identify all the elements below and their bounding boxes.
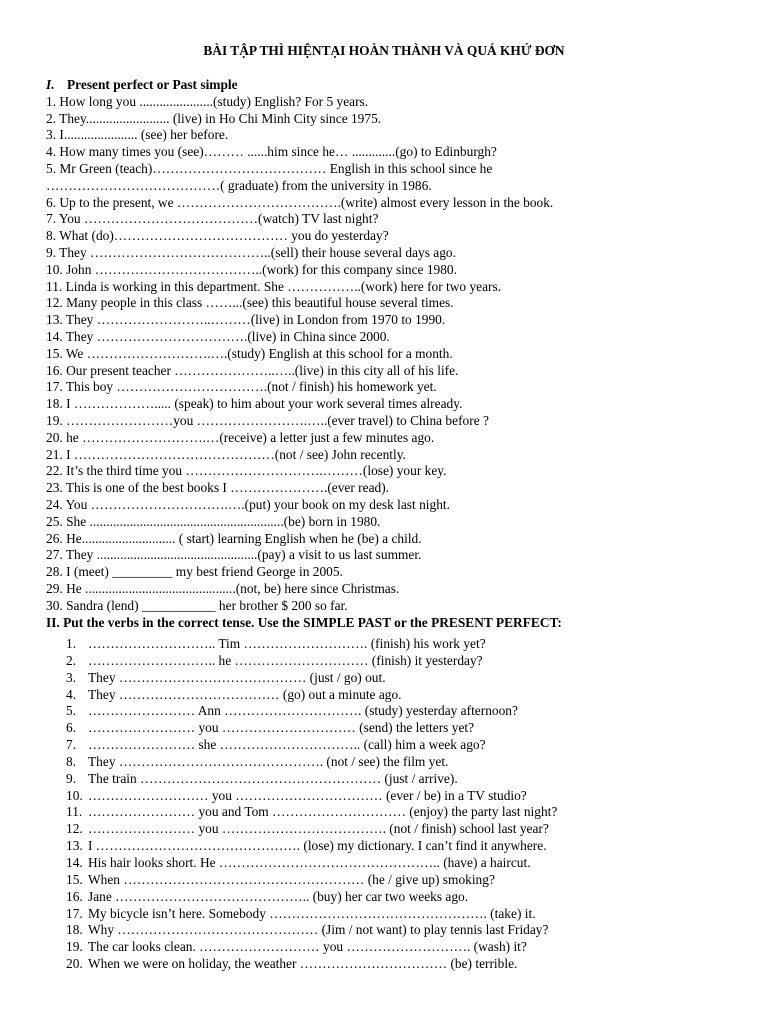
section-1-heading (46, 77, 756, 94)
exercise-row (46, 653, 756, 670)
exercise-text: When ……………………………………………… (he / give up) smoking? (88, 871, 495, 887)
exercise-row (46, 636, 756, 653)
exercise-line: 26. He............................ ( start) learning English when he (be) a child. (46, 530, 422, 546)
exercise-text: They ………………………………………. (not / see) the film yet. (88, 753, 449, 769)
section-2 (46, 614, 756, 973)
exercise-row (46, 788, 756, 805)
exercise-number: 7. (66, 737, 77, 753)
exercise-number: 3. (66, 669, 77, 685)
exercise-row (46, 737, 756, 754)
exercise-number: 10. (66, 787, 83, 803)
exercise-row (46, 687, 756, 704)
exercise-row (46, 838, 756, 855)
exercise-line: 29. He .............................................(not, be) here since Christmas. (46, 580, 400, 596)
exercise-row (46, 754, 756, 771)
exercise-row (46, 804, 756, 821)
exercise-text: …………………… you ………………………………. (not / finish) school last year? (88, 821, 549, 837)
exercise-line: 10. John ………………………………..(work) for this company since 1980. (46, 261, 457, 277)
exercise-number: 14. (66, 854, 83, 870)
exercise-text: My bicycle isn’t here. Somebody …………………………………………. (take) it. (88, 905, 536, 921)
exercise-line: 17. This boy …………………………….(not / finish) his homework yet. (46, 379, 437, 395)
exercise-text: ……………………… you …………………………… (ever / be) in a TV studio? (88, 787, 527, 803)
exercise-line: 23. This is one of the best books I ………………….(ever read). (46, 480, 390, 496)
exercise-text: The car looks clean. ……………………… you ………………………. (wash) it? (88, 939, 527, 955)
exercise-row (46, 771, 756, 788)
exercise-line: 18. I ………………..... (speak) to him about your work several times already. (46, 396, 463, 412)
exercise-text: They ……………………………… (go) out a minute ago. (88, 686, 402, 702)
exercise-line: 14. They …………………………….(live) in China since 2000. (46, 328, 390, 344)
exercise-number: 4. (66, 686, 77, 702)
exercise-line: 16. Our present teacher …………………..…..(live) in this city all of his life. (46, 362, 459, 378)
exercise-number: 2. (66, 652, 77, 668)
exercise-text: Jane …………………………………….. (buy) her car two weeks ago. (88, 888, 469, 904)
exercise-text: …………………… Ann …………………………. (study) yesterday afternoon? (88, 703, 518, 719)
exercise-line: 3. I...................... (see) her before. (46, 127, 229, 143)
exercise-line: 25. She ..........................................................(be) born in 1980. (46, 513, 381, 529)
exercise-row (46, 872, 756, 889)
exercise-number: 15. (66, 871, 83, 887)
section-1 (46, 77, 756, 615)
exercise-line: 7. You …………………………………(watch) TV last night? (46, 211, 379, 227)
section-1-heading-text: Present perfect or Past simple (67, 77, 238, 92)
exercise-line: 4. How many times you (see)……… ......him since he… .............(go) to Edinburgh? (46, 144, 497, 160)
exercise-text: ……………………….. Tim ………………………. (finish) his work yet? (88, 636, 486, 651)
exercise-number: 17. (66, 905, 83, 921)
exercise-text: The train ……………………………………………… (just / arrive). (88, 770, 458, 786)
exercise-row (46, 855, 756, 872)
exercise-line: 24. You ………………………….….(put) your book on my desk last night. (46, 496, 450, 512)
exercise-line: 2. They......................... (live) in Ho Chi Minh City since 1975. (46, 110, 382, 126)
exercise-line: 21. I ………………………………………(not / see) John recently. (46, 446, 406, 462)
exercise-text: …………………… you and Tom ………………………… (enjoy) the party last night? (88, 804, 558, 820)
exercise-number: 9. (66, 770, 77, 786)
exercise-row (46, 956, 756, 973)
exercise-number: 5. (66, 703, 77, 719)
exercise-row (46, 922, 756, 939)
exercise-text: They …………………………………… (just / go) out. (88, 669, 386, 685)
exercise-line: 22. It’s the third time you ………………………….………(lose) your key. (46, 463, 447, 479)
exercise-row (46, 889, 756, 906)
exercise-number: 12. (66, 821, 83, 837)
exercise-line: 11. Linda is working in this department. She ……………..(work) here for two years. (46, 278, 502, 294)
exercise-line: 5. Mr Green (teach)………………………………… English in this school since he (46, 160, 493, 176)
exercise-number: 19. (66, 939, 83, 955)
section-1-list (46, 94, 756, 615)
exercise-line: 6. Up to the present, we ……………………………….(write) almost every lesson in the book. (46, 194, 554, 210)
exercise-row (46, 703, 756, 720)
exercise-line: 28. I (meet) _________ my best friend George in 2005. (46, 564, 343, 580)
exercise-line: 20. he ……………………….…(receive) a letter just a few minutes ago. (46, 429, 435, 445)
exercise-line: 27. They ................................................(pay) a visit to us last summer. (46, 547, 422, 563)
exercise-line: 15. We ……………………….….(study) English at this school for a month. (46, 345, 453, 361)
exercise-number: 1. (66, 636, 77, 651)
exercise-row (46, 939, 756, 956)
exercise-line: 1. How long you ......................(study) English? For 5 years. (46, 93, 369, 109)
exercise-line: 8. What (do)………………………………… you do yesterday? (46, 228, 389, 244)
exercise-number: 11. (66, 804, 83, 820)
exercise-line: 19. ……………………you …………………….…..(ever travel) to China before ? (46, 412, 489, 428)
exercise-text: ……………………….. he ………………………… (finish) it yesterday? (88, 652, 483, 668)
exercise-line: 13. They ……………………..………(live) in London from 1970 to 1990. (46, 312, 446, 328)
exercise-text: …………………… she ………………………….. (call) him a week ago? (88, 737, 486, 753)
exercise-row (46, 720, 756, 737)
exercise-number: 18. (66, 922, 83, 938)
page-title: BÀI TẬP THÌ HIỆNTẠI HOÀN THÀNH VÀ QUÁ KHỨ ĐƠN (203, 43, 565, 58)
exercise-row (46, 821, 756, 838)
exercise-text: When we were on holiday, the weather …………………………… (be) terrible. (88, 956, 518, 972)
exercise-line: …………………………………( graduate) from the university in 1986. (46, 177, 432, 193)
exercise-text: …………………… you ………………………… (send) the letters yet? (88, 720, 475, 736)
exercise-number: 20. (66, 956, 83, 972)
section-1-number: I. (46, 77, 55, 92)
exercise-text: I ………………………………………. (lose) my dictionary. I can’t find it anywhere. (88, 838, 547, 854)
exercise-row (46, 906, 756, 923)
section-2-heading: II. Put the verbs in the correct tense. Use the SIMPLE PAST or the PRESENT PERFECT: (46, 615, 562, 630)
section-2-list (46, 636, 756, 973)
exercise-text: Why ……………………………………… (Jim / not want) to play tennis last Friday? (88, 922, 549, 938)
exercise-number: 8. (66, 753, 77, 769)
exercise-line: 30. Sandra (lend) ___________ her brother $ 200 so far. (46, 597, 348, 613)
exercise-line: 9. They …………………………………..(sell) their house several days ago. (46, 244, 456, 260)
exercise-text: His hair looks short. He ………………………………………….. (have) a haircut. (88, 854, 531, 870)
exercise-number: 13. (66, 838, 83, 854)
exercise-row (46, 670, 756, 687)
exercise-number: 6. (66, 720, 77, 736)
exercise-number: 16. (66, 888, 83, 904)
exercise-line: 12. Many people in this class ……...(see) this beautiful house several times. (46, 295, 454, 311)
